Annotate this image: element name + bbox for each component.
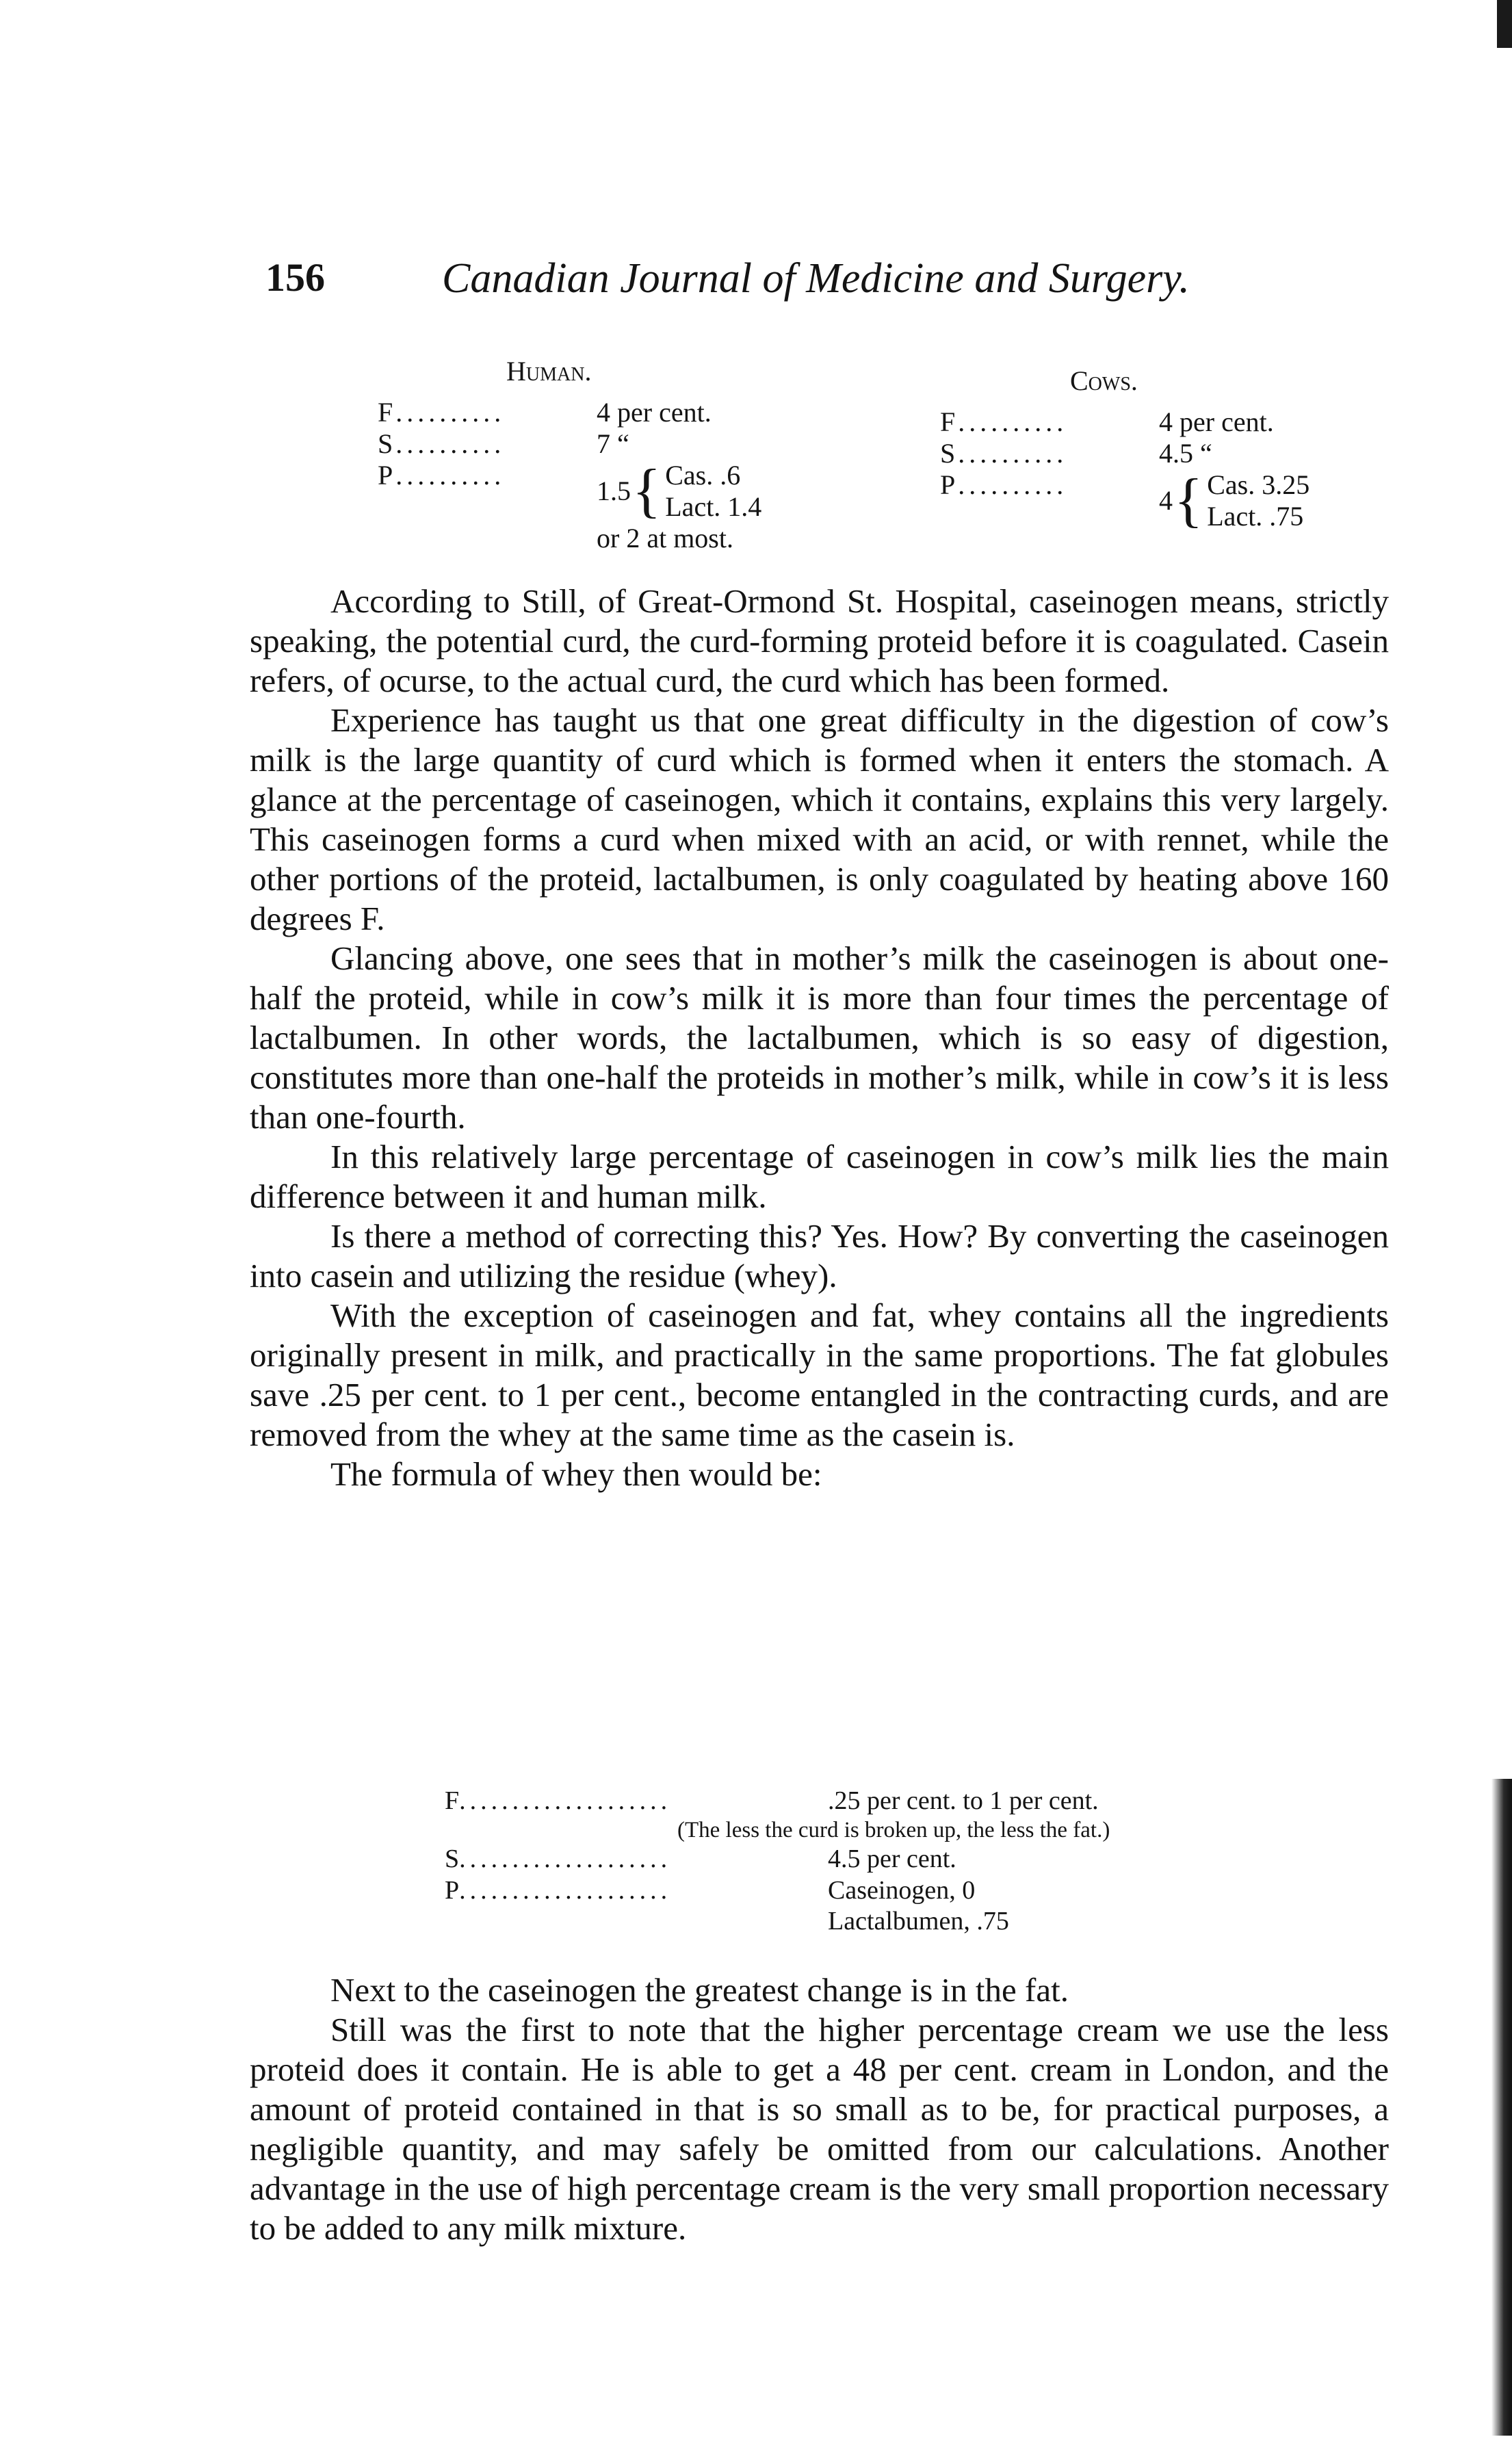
whey-lactalbumen-value: Lactalbumen, .75 (828, 1907, 1009, 1936)
paragraph: Still was the first to note that the higher percentage cream we use the less proteid does it contain. He is able to get a 48 per cent. cream in London, and the amount of proteid contained in that is so small as to be, for practical purposes, a negligible quantity, and may safely be omitted from our calculations. Another advantage in the use of high percentage cream is the very small proportion necessary to be added to any milk mixture. (250, 2011, 1389, 2247)
paragraph: The formula of whey then would be: (330, 1455, 822, 1493)
human-fat-row: F .......... 4 per cent. (378, 397, 712, 428)
paragraph: With the exception of caseinogen and fat, whey contains all the ingredients originally present in milk, and practically in the same proportions. The fat globules save .25 per cent. to 1 per cent., become entangled in the contracting curds, and are removed from the whey at the same time as the casein is. (250, 1296, 1389, 1453)
human-fat-label: F (378, 397, 393, 428)
whey-formula-table (445, 1786, 1334, 1938)
page-edge-shadow-side (1491, 1779, 1512, 2436)
whey-caseinogen-value: Caseinogen, 0 (828, 1875, 976, 1905)
cows-proteid-value: 4 (1159, 485, 1173, 516)
paragraph: According to Still, of Great-Ormond St. Hospital, caseinogen means, strictly speaking, the potential curd, the curd-forming proteid before it is coagulated. Casein refers, of ocurse, to the actual curd, the curd which has been formed. (250, 582, 1389, 699)
human-lactalbumen-value: Lact. 1.4 (665, 491, 762, 522)
cows-fat-value: 4 per cent. (1159, 406, 1274, 437)
human-casein-value: Cas. .6 (665, 460, 741, 491)
whey-fat-note: (The less the curd is broken up, the less the fat.) (677, 1817, 1110, 1842)
human-milk-table (378, 356, 857, 554)
cows-sugar-value: 4.5 “ (1159, 438, 1212, 469)
whey-fat-row: F.................... .25 per cent. to 1 per cent. (445, 1786, 1334, 1817)
body-text-upper (250, 582, 1389, 1494)
human-table-title: Human. (506, 356, 592, 387)
whey-proteid-label: P (445, 1875, 460, 1905)
cows-milk-table (940, 356, 1419, 532)
page-edge-shadow-top (1497, 0, 1512, 48)
paragraph: Next to the caseinogen the greatest change is in the fat. (330, 1971, 1069, 2009)
brace-glyph: { (632, 458, 662, 525)
cows-fat-row: F .......... 4 per cent. (940, 406, 1274, 437)
page-number: 156 (265, 255, 325, 300)
page-header (265, 255, 1237, 323)
cows-lactalbumen-value: Lact. .75 (1207, 501, 1304, 532)
brace-glyph: { (1174, 467, 1203, 534)
paragraph: Is there a method of correcting this? Yes. How? By converting the caseinogen into casein and utilizing the residue (whey). (250, 1217, 1389, 1294)
whey-fat-value: .25 per cent. to 1 per cent. (828, 1786, 1099, 1815)
cows-sugar-label: S (940, 438, 956, 469)
cows-sugar-row: S .......... 4.5 “ (940, 438, 1212, 469)
human-sugar-row: S .......... 7 “ (378, 428, 629, 459)
whey-sugar-value: 4.5 per cent. (828, 1845, 956, 1874)
cows-casein-value: Cas. 3.25 (1207, 469, 1310, 500)
body-text-lower (250, 1970, 1389, 2248)
human-proteid-label: P (378, 460, 393, 491)
running-title: Canadian Journal of Medicine and Surgery. (442, 255, 1190, 302)
human-fat-value: 4 per cent. (597, 397, 712, 428)
human-proteid-row: P .......... 1.5 { Cas. .6 Lact. 1.4 (378, 458, 762, 525)
cows-proteid-row: P .......... 4 { Cas. 3.25 Lact. .75 (940, 467, 1310, 534)
whey-sugar-row: S.................... 4.5 per cent. (445, 1844, 1334, 1875)
whey-proteid-row: P.................... Caseinogen, 0 (445, 1875, 1334, 1907)
cows-proteid-label: P (940, 469, 956, 500)
whey-sugar-label: S (445, 1845, 460, 1874)
paragraph: In this relatively large percentage of caseinogen in cow’s milk lies the main difference between it and human milk. (250, 1138, 1389, 1215)
human-proteid-note: or 2 at most. (597, 523, 733, 553)
human-sugar-value: 7 “ (597, 428, 629, 459)
whey-fat-label: F (445, 1786, 460, 1815)
cows-table-title: Cows. (1070, 365, 1138, 396)
human-proteid-value: 1.5 (597, 475, 631, 506)
paragraph: Glancing above, one sees that in mother’s milk the caseinogen is about one-half the proteid, while in cow’s milk it is more than four times the percentage of lactalbumen. In other words, the lactalbumen, which is so easy of digestion, constitutes more than one-half the proteids in mother’s milk, while in cow’s it is less than one-fourth. (250, 939, 1389, 1136)
paragraph: Experience has taught us that one great difficulty in the digestion of cow’s milk is the large quantity of curd which is formed when it enters the stomach. A glance at the percentage of caseinogen, which it contains, explains this very largely. This caseinogen forms a curd when mixed with an acid, or with rennet, while the other portions of the proteid, lactalbumen, is only coagulated by heating above 160 degrees F. (250, 701, 1389, 937)
human-sugar-label: S (378, 428, 393, 459)
cows-fat-label: F (940, 406, 956, 437)
